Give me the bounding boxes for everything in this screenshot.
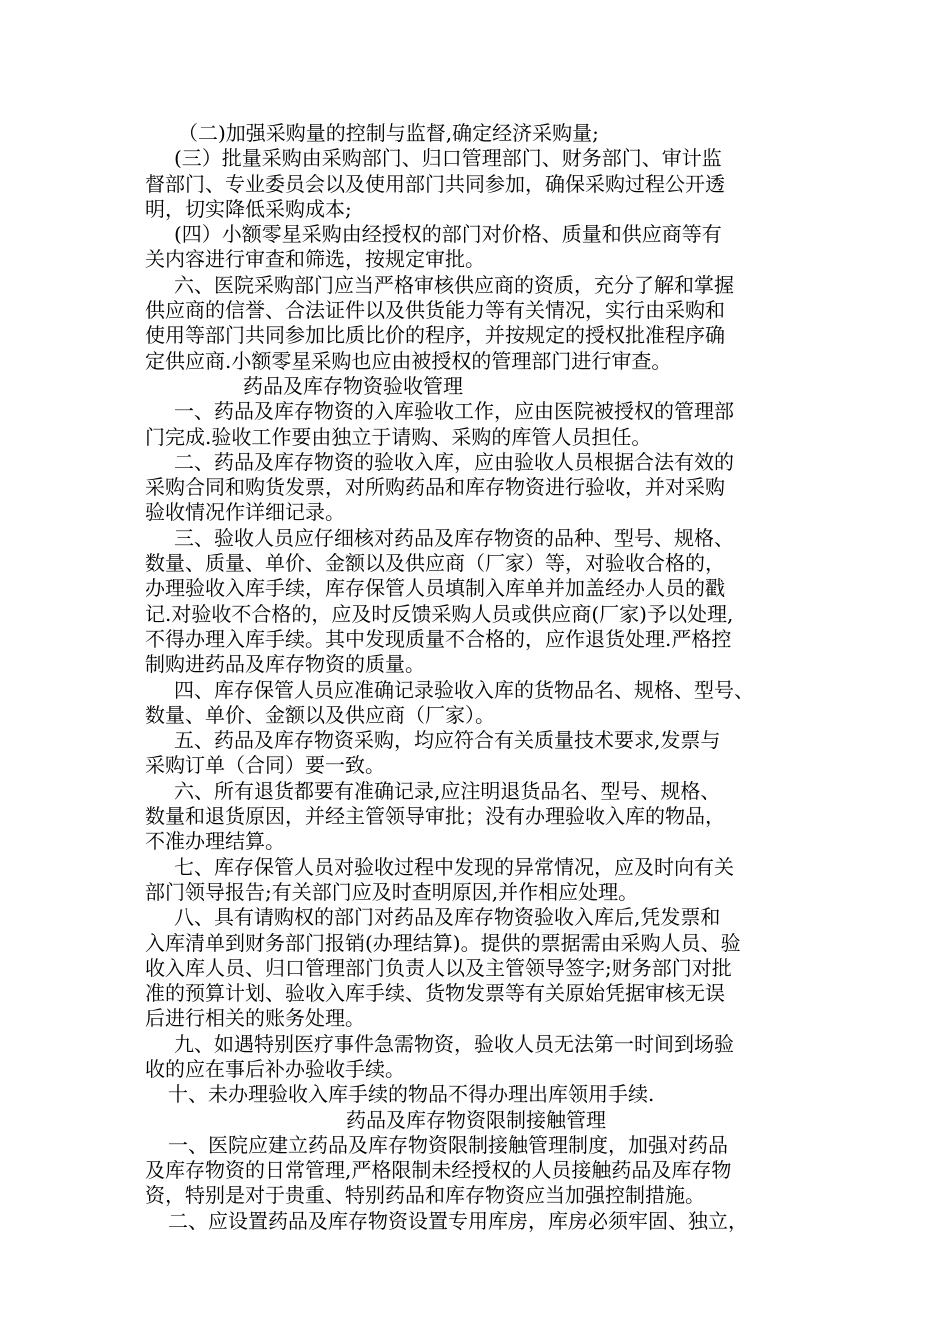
text-line: 收的应在事后补办验收手续。 — [145, 1056, 405, 1081]
text-line: 九、如遇特别医疗事件急需物资，验收人员无法第一时间到场验 — [174, 1031, 734, 1056]
text-line: (三）批量采购由采购部门、归口管理部门、财务部门、审计监 — [174, 146, 722, 171]
text-line: 入库清单到财务部门报销(办理结算)。提供的票据需由采购人员、验 — [145, 930, 741, 955]
text-line: 六、所有退货都要有准确记录,应注明退货品名、型号、规格、 — [174, 778, 721, 803]
text-line: 督部门、专业委员会以及使用部门共同参加，确保采购过程公开透 — [145, 171, 725, 196]
text-line: 不得办理入库手续。其中发现质量不合格的，应作退货处理.严格控 — [145, 626, 732, 651]
text-line: 二、应设置药品及库存物资设置专用库房，库房必须牢固、独立， — [168, 1208, 748, 1233]
text-line: 准的预算计划、验收入库手续、货物发票等有关原始凭据审核无误 — [145, 981, 725, 1006]
text-line: 采购合同和购货发票，对所购药品和库存物资进行验收，并对采购 — [145, 475, 725, 500]
section-heading: 药品及库存物资验收管理 — [243, 373, 463, 398]
text-line: 资，特别是对于贵重、特别药品和库存物资应当加强控制措施。 — [145, 1183, 705, 1208]
text-line: 八、具有请购权的部门对药品及库存物资验收入库后,凭发票和 — [174, 905, 721, 930]
text-line: 使用等部门共同参加比质比价的程序，并按规定的授权批准程序确 — [145, 323, 725, 348]
text-line: 数量和退货原因，并经主管领导审批；没有办理验收入库的物品， — [145, 804, 725, 829]
text-line: 及库存物资的日常管理,严格限制未经授权的人员接触药品及库存物 — [145, 1158, 732, 1183]
text-line: 二、药品及库存物资的验收入库，应由验收人员根据合法有效的 — [174, 449, 734, 474]
text-line: 后进行相关的账务处理。 — [145, 1006, 365, 1031]
document-body — [0, 121, 950, 1234]
text-line: 门完成.验收工作要由独立于请购、采购的库管人员担任。 — [145, 424, 652, 449]
text-line: 供应商的信誉、合法证件以及供货能力等有关情况，实行由采购和 — [145, 298, 725, 323]
text-line: 十、未办理验收入库手续的物品不得办理出库领用手续. — [168, 1082, 655, 1107]
text-line: 一、医院应建立药品及库存物资限制接触管理制度，加强对药品 — [168, 1132, 728, 1157]
text-line: 制购进药品及库存物资的质量。 — [145, 652, 425, 677]
text-line: 验收情况作详细记录。 — [145, 500, 345, 525]
text-line: 收入库人员、归口管理部门负责人以及主管领导签字;财务部门对批 — [145, 955, 732, 980]
section-heading: 药品及库存物资限制接触管理 — [346, 1107, 606, 1132]
text-line: 数量、质量、单价、金额以及供应商（厂家）等，对验收合格的， — [145, 551, 725, 576]
text-line: 四、库存保管人员应准确记录验收入库的货物品名、规格、型号、 — [174, 677, 754, 702]
text-line: 定供应商.小额零星采购也应由被授权的管理部门进行审查。 — [145, 348, 672, 373]
text-line: 关内容进行审查和筛选，按规定审批。 — [145, 247, 485, 272]
text-line: 采购订单（合同）要一致。 — [145, 753, 385, 778]
text-line: 五、药品及库存物资采购，均应符合有关质量技术要求,发票与 — [174, 728, 721, 753]
text-line: 不准办理结算。 — [145, 829, 285, 854]
text-line: 记.对验收不合格的，应及时反馈采购人员或供应商(厂家)予以处理, — [145, 601, 734, 626]
text-line: 一、药品及库存物资的入库验收工作，应由医院被授权的管理部 — [174, 399, 734, 424]
text-line: 三、验收人员应仔细核对药品及库存物资的品种、型号、规格、 — [174, 525, 734, 550]
text-line: 明，切实降低采购成本; — [145, 196, 352, 221]
text-line: （二)加强采购量的控制与监督,确定经济采购量; — [178, 121, 599, 145]
text-line: 七、库存保管人员对验收过程中发现的异常情况，应及时向有关 — [174, 854, 734, 879]
text-line: (四）小额零星采购由经授权的部门对价格、质量和供应商等有 — [174, 222, 722, 247]
text-line: 六、医院采购部门应当严格审核供应商的资质，充分了解和掌握 — [174, 272, 734, 297]
text-line: 办理验收入库手续，库存保管人员填制入库单并加盖经办人员的戳 — [145, 576, 725, 601]
text-line: 数量、单价、金额以及供应商（厂家）。 — [145, 702, 495, 727]
text-line: 部门领导报告;有关部门应及时查明原因,并作相应处理。 — [145, 879, 639, 904]
